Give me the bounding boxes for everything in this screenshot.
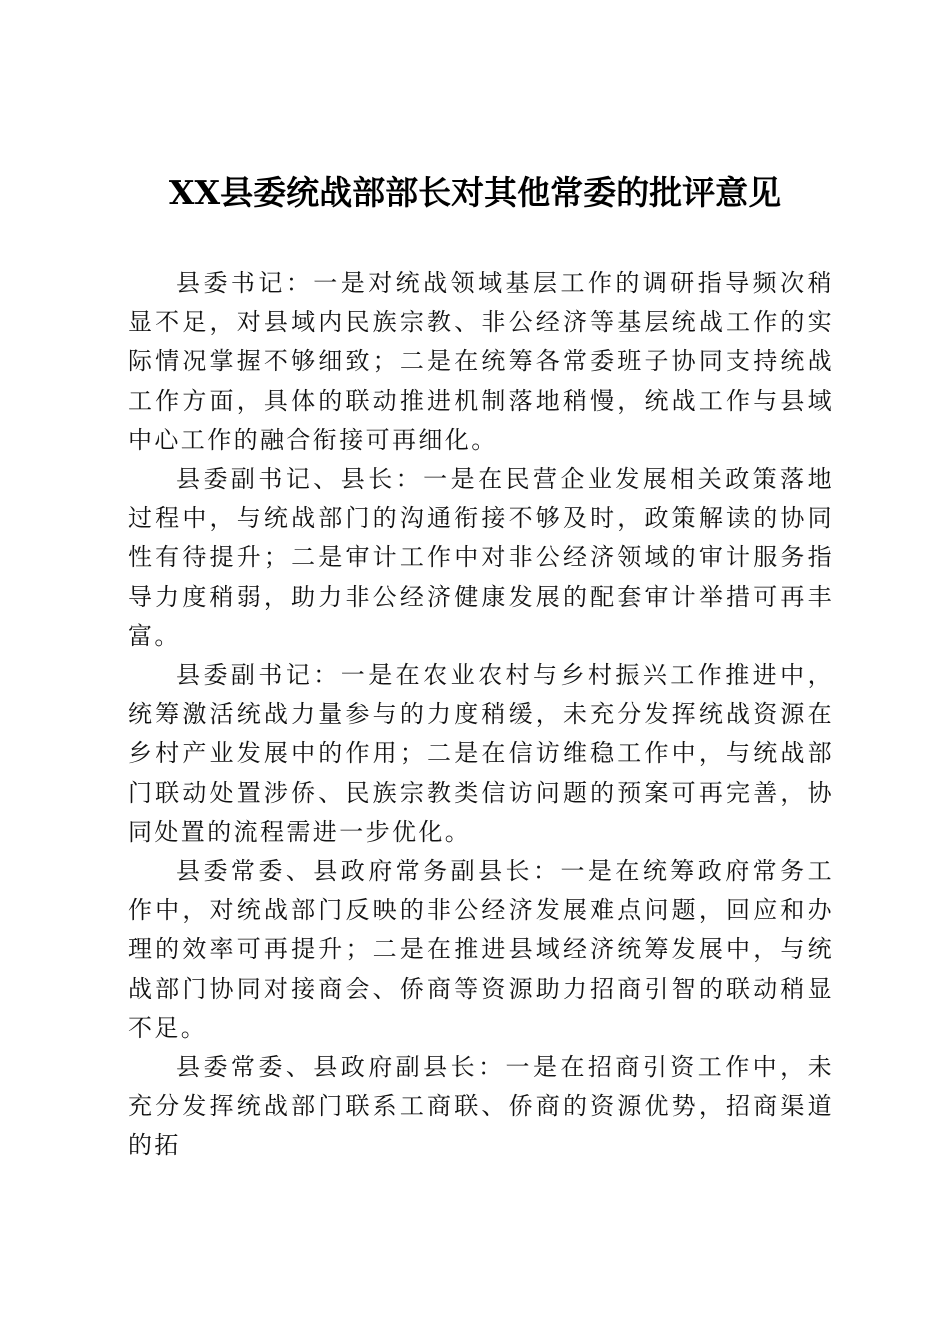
paragraph-deputy-county-head: 县委常委、县政府副县长：一是在招商引资工作中，未充分发挥统战部门联系工商联、侨商的资源优势，招商渠道的拓	[128, 1053, 834, 1160]
document-title: XX县委统战部部长对其他常委的批评意见	[168, 173, 782, 212]
paragraph-deputy-secretary-county-head: 县委副书记、县长：一是在民营企业发展相关政策落地过程中，与统战部门的沟通衔接不够及时，政策解读的协同性有待提升；二是审计工作中对非公经济领域的审计服务指导力度稍弱，助力非公经济健康发展的配套审计举措可再丰富。	[128, 465, 834, 650]
paragraph-executive-deputy-county-head: 县委常委、县政府常务副县长：一是在统筹政府常务工作中，对统战部门反映的非公经济发展难点问题，回应和办理的效率可再提升；二是在推进县域经济统筹发展中，与统战部门协同对接商会、侨商等资源助力招商引智的联动稍显不足。	[128, 857, 834, 1042]
paragraph-deputy-secretary: 县委副书记：一是在农业农村与乡村振兴工作推进中，统筹激活统战力量参与的力度稍缓，未充分发挥统战资源在乡村产业发展中的作用；二是在信访维稳工作中，与统战部门联动处置涉侨、民族宗教类信访问题的预案可再完善，协同处置的流程需进一步优化。	[128, 661, 834, 846]
document-body	[128, 264, 834, 1166]
paragraph-county-secretary: 县委书记：一是对统战领域基层工作的调研指导频次稍显不足，对县域内民族宗教、非公经济等基层统战工作的实际情况掌握不够细致；二是在统筹各常委班子协同支持统战工作方面，具体的联动推进机制落地稍慢，统战工作与县域中心工作的融合衔接可再细化。	[128, 269, 834, 454]
